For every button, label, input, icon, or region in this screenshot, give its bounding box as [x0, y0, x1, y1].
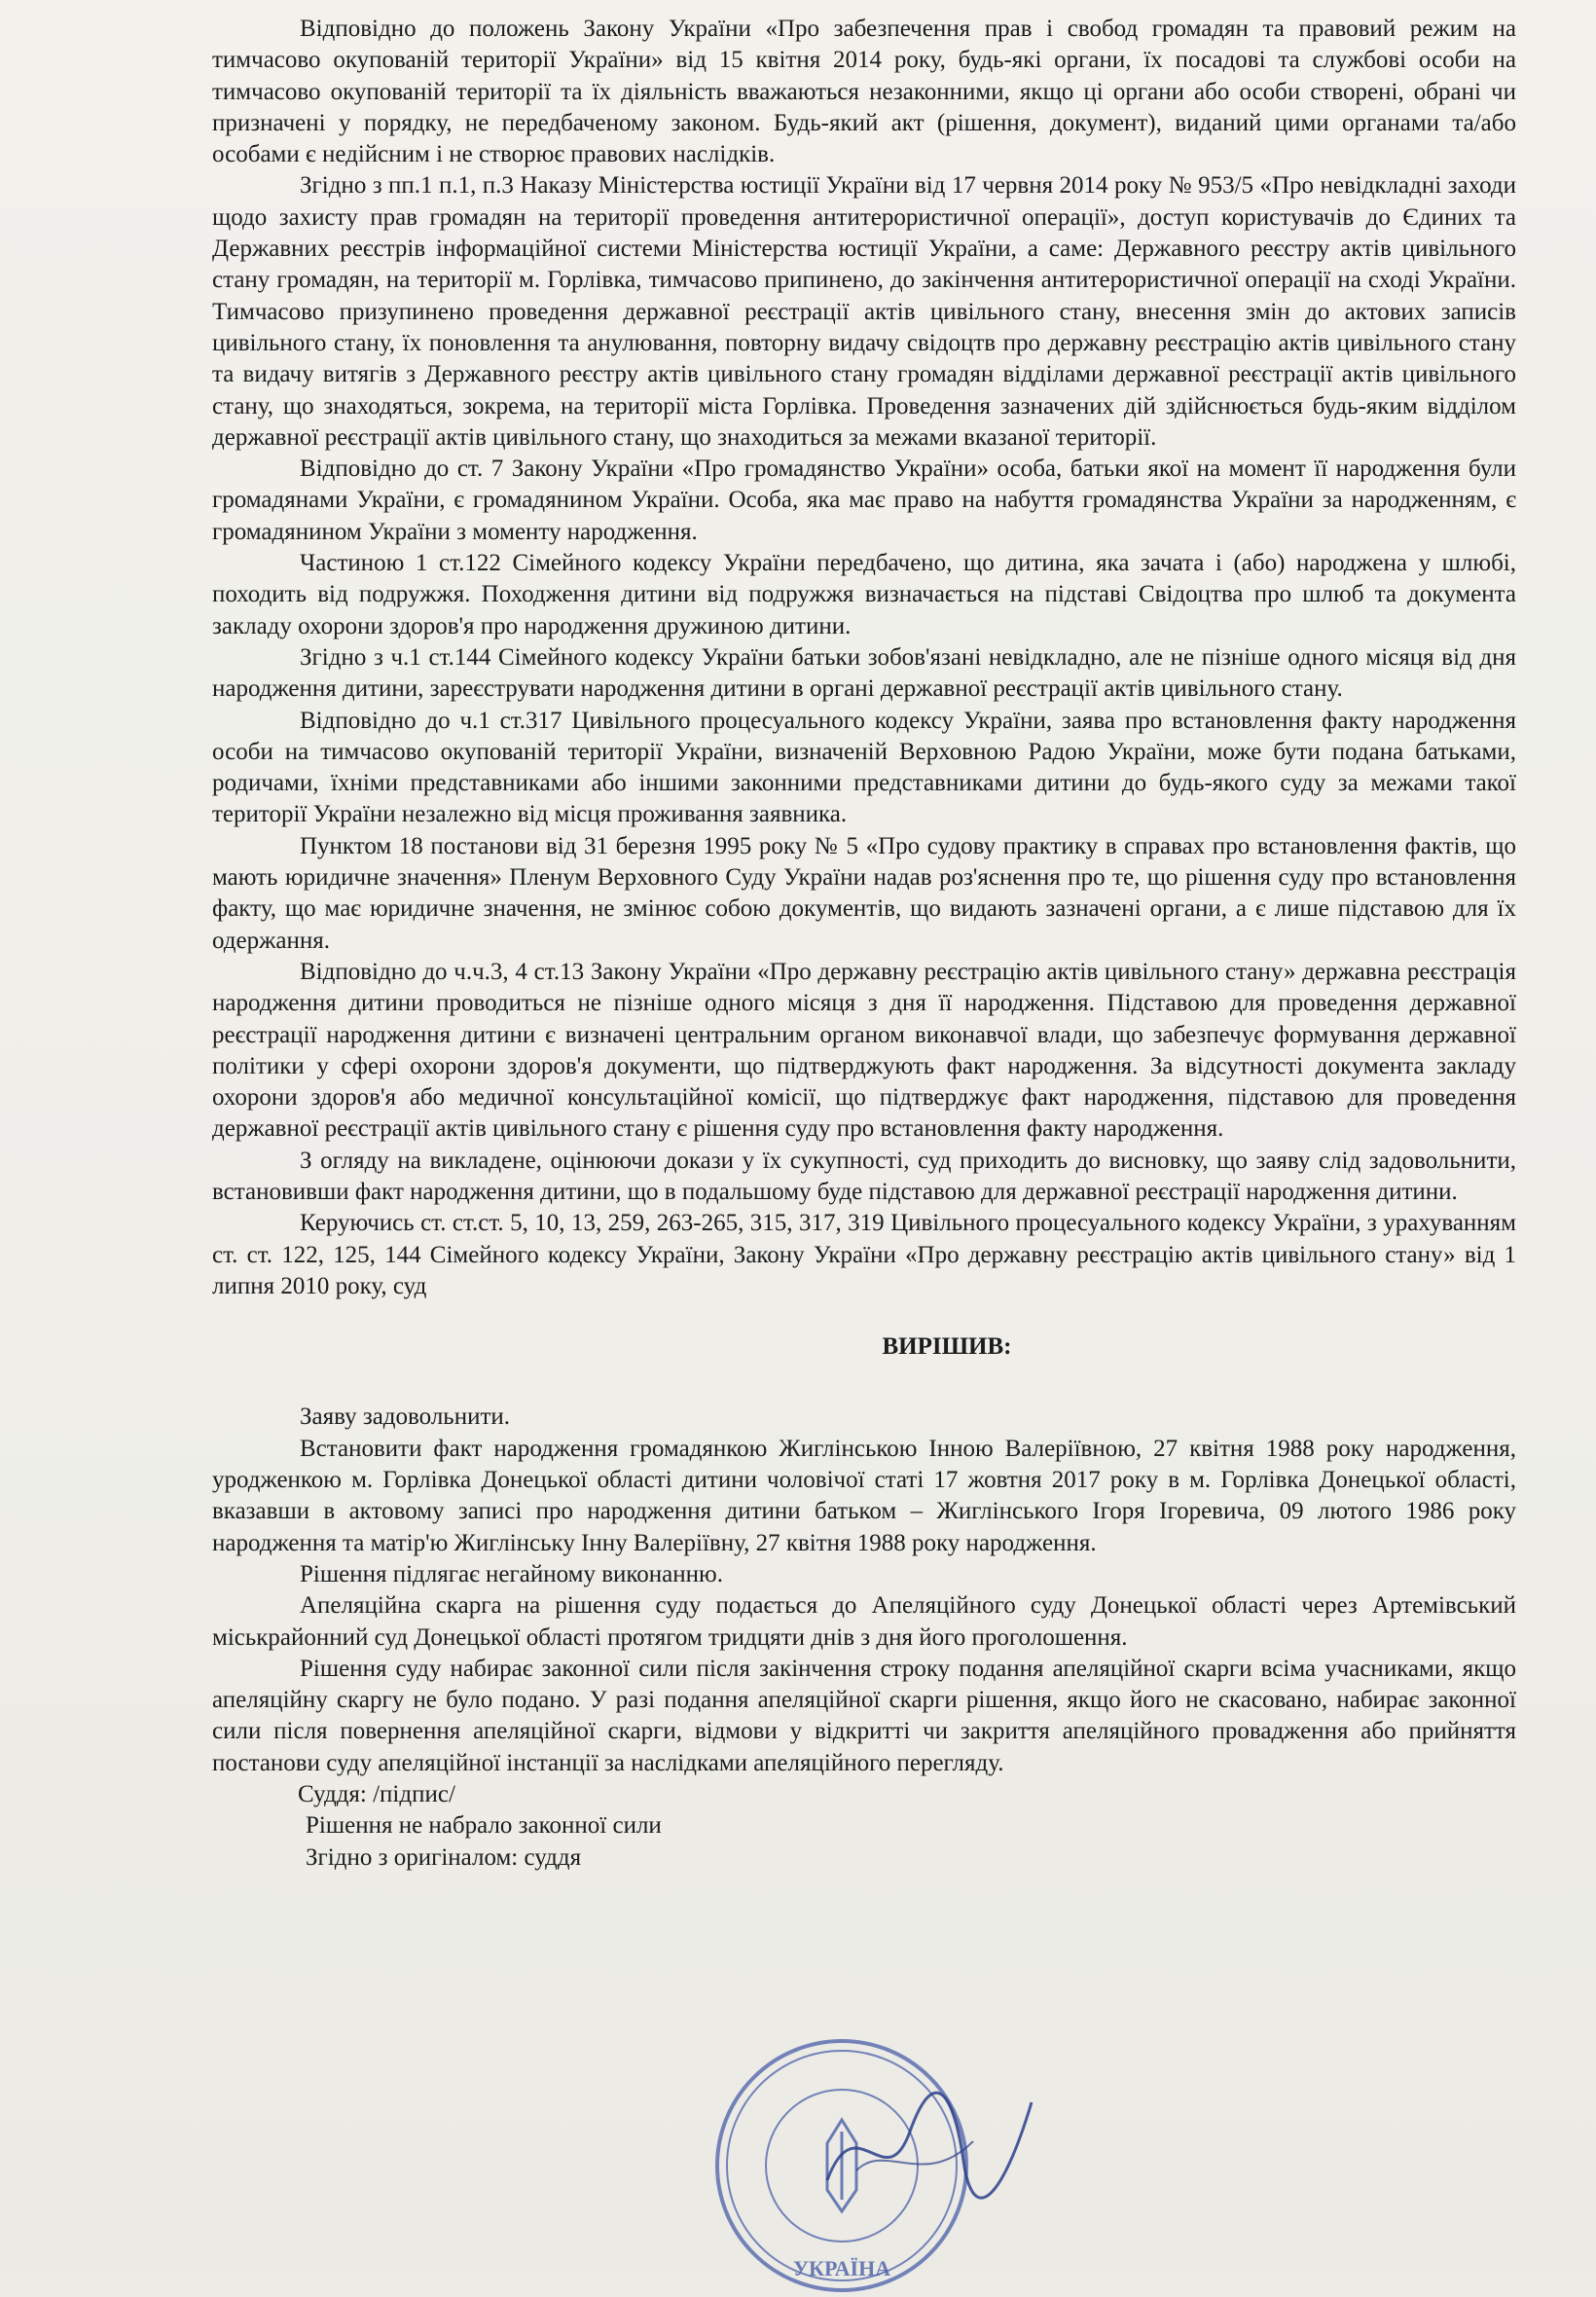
paragraph: Згідно з ч.1 ст.144 Сімейного кодексу України батьки зобов'язані невідкладно, але не пізніше одного місяця від дня народження дитини, зареєструвати народження дитини в органі державної реєстрації актів цивільного стану.	[212, 643, 1516, 703]
paragraph: Відповідно до ч.ч.3, 4 ст.13 Закону України «Про державну реєстрацію актів цивільного стану» державна реєстрація народження дитини проводиться не пізніше одного місяця з дня її народження. Підставою для проведення державної реєстрації народження дитини є визначені центральним органом виконавчої влади, що забезпечує формування державної політики у сфері охорони здоров'я документи, що підтверджують факт народження. За відсутності документа закладу охорони здоров'я або медичної консультаційної комісії, що підтверджує факт народження, підставою для проведення державної реєстрації актів цивільного стану є рішення суду про встановлення факту народження.	[212, 958, 1516, 1143]
paragraph: Пунктом 18 постанови від 31 березня 1995 року № 5 «Про судову практику в справах про встановлення фактів, що мають юридичне значення» Пленум Верховного Суду України надав роз'яснення про те, що рішення суду про встановлення факту, що має юридичне значення, не змінює собою документів, що видають зазначені органи, а є лише підставою для їх одержання.	[212, 832, 1516, 954]
legal-force-note: Рішення не набрало законної сили	[306, 1812, 662, 1840]
document-body	[212, 14, 1516, 1874]
decision-heading: ВИРІШИВ:	[882, 1333, 1012, 1361]
paragraph: Відповідно до ч.1 ст.317 Цивільного процесуального кодексу України, заява про встановлення факту народження особи на тимчасово окупованій території України, визначеній Верховною Радою України, може бути подана батьками, родичами, їхніми представниками або іншими законними представниками дитини до будь-якого суду за межами такої території України незалежно від місця проживання заявника.	[212, 707, 1516, 828]
paragraph: Відповідно до ст. 7 Закону України «Про громадянство України» особа, батьки якої на момент її народження були громадянами України, є громадянином України. Особа, яка має право на набуття громадянства України за народженням, є громадянином України з моменту народження.	[212, 456, 1516, 545]
copy-certification: Згідно з оригіналом: суддя	[306, 1843, 582, 1871]
decision-paragraph: Рішення суду набирає законної сили після закінчення строку подання апеляційної скарги всіма учасниками, якщо апеляційну скаргу не було подано. У разі подання апеляційної скарги рішення, якщо його не скасовано, набирає законної сили після повернення апеляційної скарги, відмови у відкритті чи закриття апеляційного провадження або прийняття постанови суду апеляційної інстанції за наслідками апеляційного перегляду.	[212, 1655, 1516, 1776]
paragraph: Керуючись ст. ст.ст. 5, 10, 13, 259, 263-265, 315, 317, 319 Цивільного процесуального кодексу України, з урахуванням ст. ст. 122, 125, 144 Сімейного кодексу України, Закону України «Про державну реєстрацію актів цивільного стану» від 1 липня 2010 року, суд	[212, 1210, 1516, 1299]
decision-paragraph: Апеляційна скарга на рішення суду подається до Апеляційного суду Донецької області через Артемівський міськрайонний суд Донецької області протягом тридцяти днів з дня його проголошення.	[212, 1592, 1516, 1651]
paragraph: Відповідно до положень Закону України «Про забезпечення прав і свобод громадян та правовий режим на тимчасово окупованій території України» від 15 квітня 2014 року, будь-які органи, їх посадові та службові особи на тимчасово окупованій території та їх діяльність вважаються незаконними, якщо ці органи або особи створені, обрані чи призначені у порядку, не передбаченому законом. Будь-який акт (рішення, документ), виданий цими органами та/або особами є недійсним і не створює правових наслідків.	[212, 16, 1516, 168]
decision-paragraph: Заяву задовольнити.	[300, 1404, 511, 1431]
paragraph: З огляду на викладене, оцінюючи докази у їх сукупності, суд приходить до висновку, що заяву слід задовольнити, встановивши факт народження дитини, що в подальшому буде підставою для державної реєстрації народження дитини.	[212, 1147, 1516, 1205]
handwritten-signature	[817, 2083, 1041, 2209]
decision-paragraph: Рішення підлягає негайному виконанню.	[300, 1560, 723, 1587]
stamp-ring-text: УКРАЇНА	[792, 2256, 891, 2280]
decision-paragraph: Встановити факт народження громадянкою Жиглінською Інною Валеріївною, 27 квітня 1988 року народження, уродженкою м. Горлівка Донецької області дитини чоловічої статі 17 жовтня 2017 року в м. Горлівка Донецької області, вказавши в актовому записі про народження дитини батьком – Жиглінського Ігоря Ігоревича, 09 лютого 1986 року народження та матір'ю Жиглінську Інну Валеріївну, 27 квітня 1988 року народження.	[212, 1435, 1516, 1556]
paragraph: Частиною 1 ст.122 Сімейного кодексу України передбачено, що дитина, яка зачата і (або) народжена у шлюбі, походить від подружжя. Походження дитини від подружжя визначається на підставі Свідоцтва про шлюб та документа закладу охорони здоров'я про народження дружиною дитини.	[212, 550, 1516, 639]
paragraph: Згідно з пп.1 п.1, п.3 Наказу Міністерства юстиції України від 17 червня 2014 року № 953/5 «Про невідкладні заходи щодо захисту прав громадян на території проведення антитерористичної операції», доступ користувачів до Єдиних та Державних реєстрів інформаційної системи Міністерства юстиції України, а саме: Державного реєстру актів цивільного стану громадян, на території м. Горлівка, тимчасово припинено, до закінчення антитерористичної операції на сході України. Тимчасово призупинено проведення державної реєстрації актів цивільного стану, внесення змін до актових записів цивільного стану, їх поновлення та анулювання, повторну видачу свідоцтв про державну реєстрацію актів цивільного стану та видачу витягів з Державного реєстру актів цивільного стану громадян відділами державної реєстрації актів цивільного стану, що знаходяться, зокрема, на території міста Горлівка. Проведення зазначених дій здійснюється будь-яким відділом державної реєстрації актів цивільного стану, що знаходиться за межами вказаної території.	[212, 172, 1516, 451]
judge-signature-line: Суддя: /підпис/	[298, 1781, 455, 1808]
